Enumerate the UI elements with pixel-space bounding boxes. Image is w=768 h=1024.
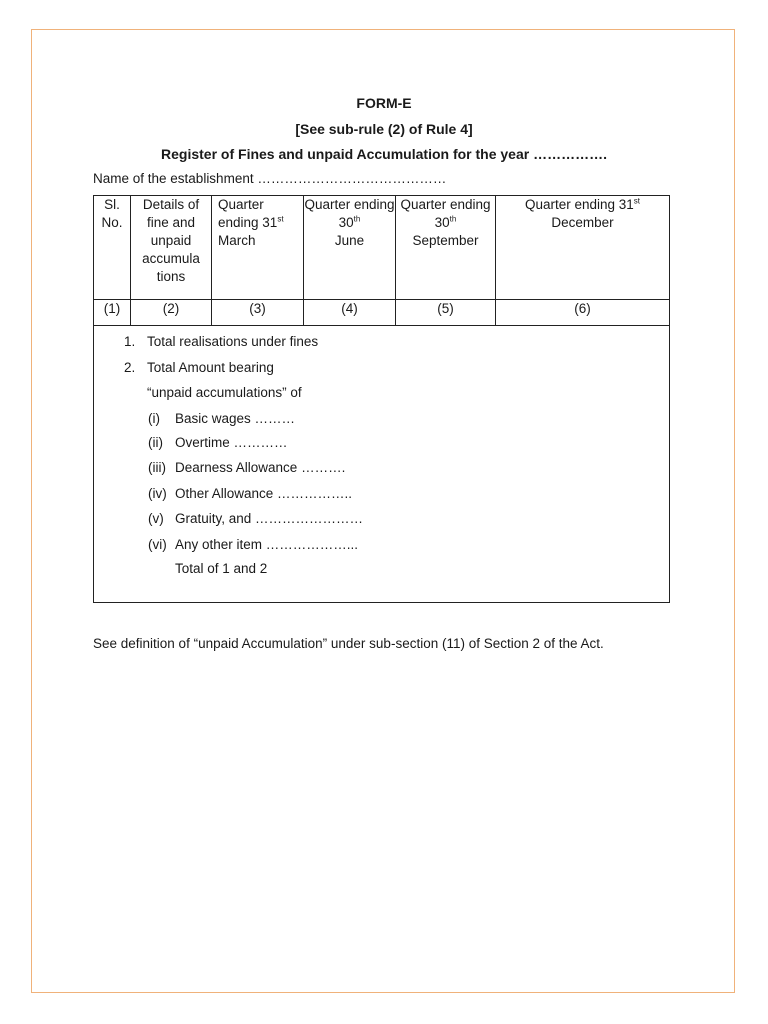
sub-item-text: Overtime ………… [175,435,288,450]
table-body-row [94,326,670,603]
header-q-march [212,196,304,300]
items-cell [94,326,670,603]
header-details-label: Details of fine and unpaid accumula tions [142,197,200,284]
footnote: See definition of “unpaid Accumulation” under sub-section (11) of Section 2 of the Act. [93,636,604,651]
header-q-september-sup: th [449,214,457,224]
establishment-name-line: Name of the establishment …………………………………… [93,171,447,186]
sub-item-number: (ii) [148,435,163,450]
column-number: (5) [396,300,496,326]
sub-item-text: Basic wages ……… [175,411,296,426]
header-q-march-sup: st [277,214,284,224]
form-subrule: [See sub-rule (2) of Rule 4] [295,121,473,137]
header-q-june-label: Quarter ending 30 [304,197,395,230]
sub-item-text: Any other item ………………... [175,537,359,552]
header-q-june-month: June [334,233,365,248]
header-q-september-month: September [412,233,479,248]
sub-item-number: (vi) [148,537,167,552]
register-table [93,195,670,603]
header-q-december-label: Quarter ending 31 [524,197,634,212]
sub-item-text: Dearness Allowance ………. [175,460,346,475]
header-row [94,196,670,300]
item-1-number: 1. [124,334,136,349]
header-q-march-month: March [218,233,256,248]
column-number: (3) [212,300,304,326]
header-q-june [304,196,396,300]
item-2-text: Total Amount bearing [147,360,274,375]
total-line: Total of 1 and 2 [175,561,268,576]
header-q-september [396,196,496,300]
header-details [131,196,212,300]
register-title: Register of Fines and unpaid Accumulation for the year ……………. [161,146,607,162]
column-number: (4) [304,300,396,326]
item-2-number: 2. [124,360,136,375]
column-number-row [94,300,670,326]
header-q-september-label: Quarter ending 30 [400,197,491,230]
column-number: (1) [94,300,131,326]
header-sl-no-label: Sl. No. [101,197,123,230]
column-number: (2) [131,300,212,326]
sub-item-number: (i) [148,411,160,426]
header-q-december-sup: st [633,196,641,206]
header-q-june-sup: th [353,214,361,224]
form-title: FORM-E [356,95,412,111]
sub-item-number: (iii) [148,460,166,475]
column-number: (6) [496,300,670,326]
sub-item-number: (v) [148,511,164,526]
header-q-december [496,196,670,300]
item-2-continuation: “unpaid accumulations” of [147,385,302,400]
header-sl-no [94,196,131,300]
header-q-march-label: Quarter ending 31 [218,197,278,230]
header-q-december-month: December [551,215,614,230]
sub-item-number: (iv) [148,486,167,501]
sub-item-text: Gratuity, and …………………… [175,511,364,526]
item-1-text: Total realisations under fines [147,334,319,349]
sub-item-text: Other Allowance …………….. [175,486,353,501]
